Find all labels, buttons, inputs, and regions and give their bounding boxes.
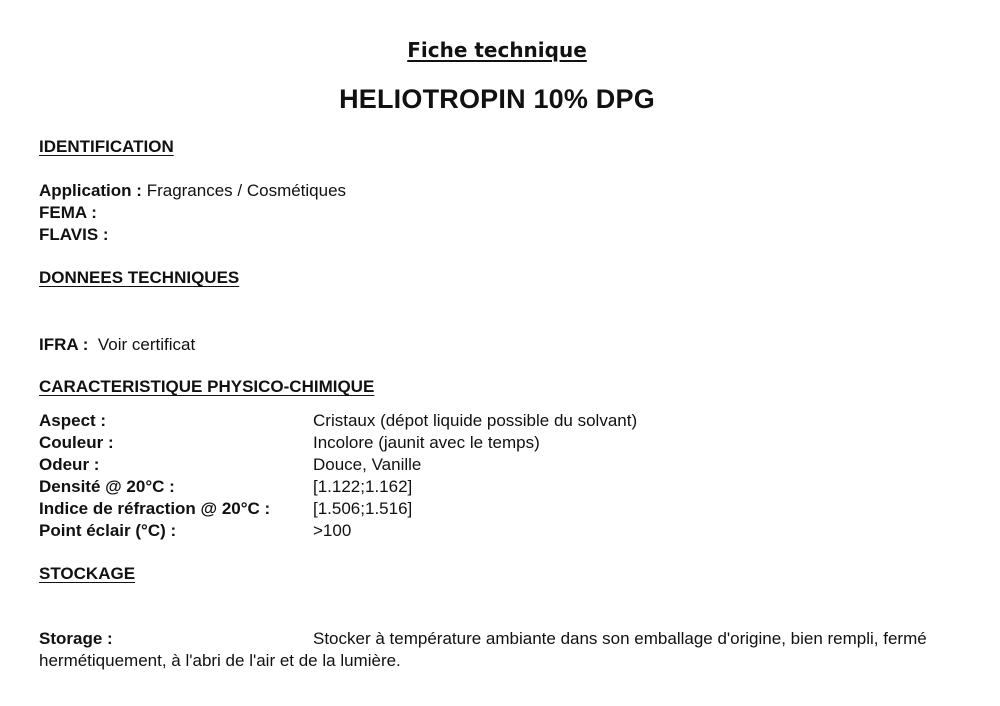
product-name: HELIOTROPIN 10% DPG [339,84,655,114]
property-label: Densité @ 20°C : [39,477,175,496]
property-label: Point éclair (°C) : [39,521,177,540]
property-value: [1.122;1.162] [313,477,413,496]
application-value: Fragrances / Cosmétiques [146,181,347,200]
application-field [39,180,346,202]
ifra-label: IFRA : [39,335,89,354]
property-value: Douce, Vanille [313,455,422,474]
property-label: Aspect : [39,411,107,430]
physico-chemical-table [39,410,637,542]
fema-label: FEMA : [39,203,97,222]
section-heading-technical-data: DONNEES TECHNIQUES [39,268,240,287]
application-label: Application : [39,181,142,200]
section-heading-physico-chemical: CARACTERISTIQUE PHYSICO-CHIMIQUE [39,377,375,396]
property-label: Indice de réfraction @ 20°C : [39,499,271,518]
section-heading-storage: STOCKAGE [39,564,136,583]
property-row-densite [39,476,637,498]
property-label: Couleur : [39,433,114,452]
property-row-aspect [39,410,637,432]
storage-field [39,628,969,672]
property-value: Incolore (jaunit avec le temps) [313,433,540,452]
ifra-value: Voir certificat [97,335,196,354]
flavis-label: FLAVIS : [39,225,109,244]
storage-value: Stocker à température ambiante dans son emballage d'origine, bien rempli, fermé hermétiquement, à l'abri de l'air et de la lumière. [39,629,927,670]
property-label: Odeur : [39,455,100,474]
flavis-field [39,224,109,246]
property-value: Cristaux (dépot liquide possible du solvant) [313,411,638,430]
property-value: [1.506;1.516] [313,499,413,518]
property-value: >100 [313,521,352,540]
document-title: Fiche technique [407,38,587,62]
property-row-point-eclair [39,520,637,542]
section-heading-identification: IDENTIFICATION [39,137,174,156]
fema-field [39,202,97,224]
property-row-indice-refraction [39,498,637,520]
property-row-couleur [39,432,637,454]
property-row-odeur [39,454,637,476]
storage-label: Storage : [39,629,113,648]
ifra-field [39,334,195,356]
